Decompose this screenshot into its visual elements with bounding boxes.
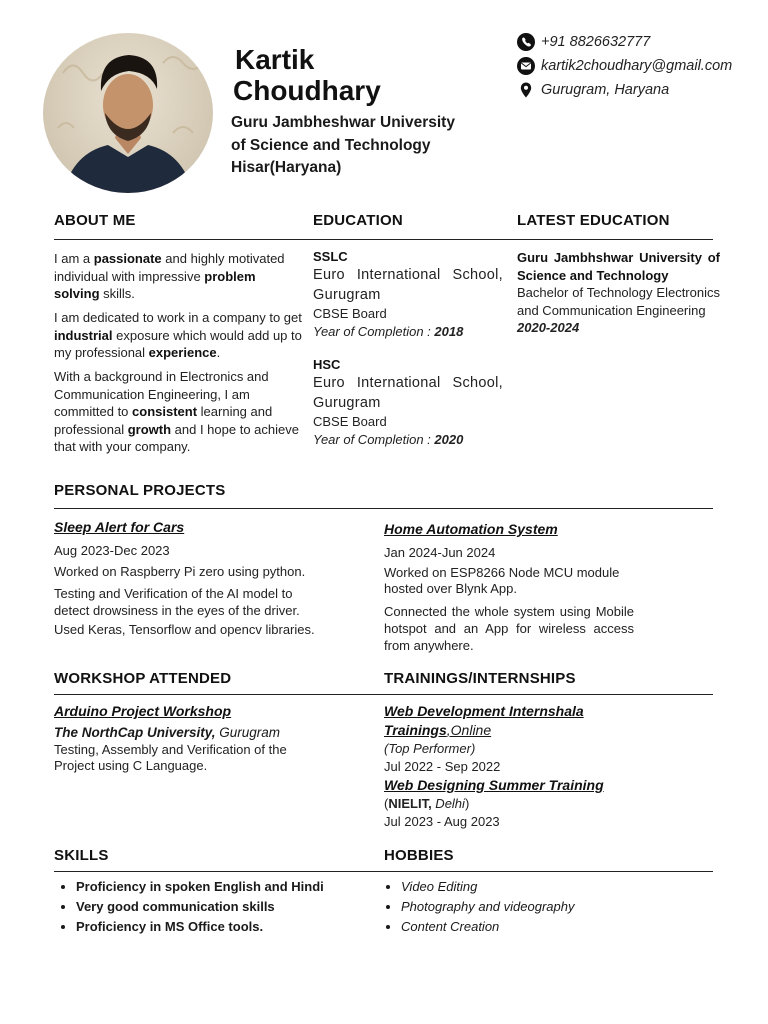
hobbies-heading: HOBBIES	[384, 847, 454, 864]
skill-item: • Proficiency in MS Office tools.	[76, 917, 376, 937]
skill-item: • Proficiency in spoken English and Hindi	[76, 877, 376, 897]
about-paragraph-1: I am a passionate and highly motivated individual with impressive problem solving skills.	[54, 251, 285, 301]
hobby-item: • Photography and videography	[401, 897, 701, 917]
training-1-title-line-1: Web Development Internshala	[384, 703, 584, 719]
skill-item: • Very good communication skills	[76, 897, 376, 917]
education-level: SSLC	[313, 249, 348, 264]
divider-rule	[54, 694, 713, 695]
education-school: Euro International School, Gurugram	[313, 375, 503, 411]
education-entry-sslc	[313, 249, 503, 340]
about-paragraph-3: With a background in Electronics and Communication Engineering, I am committed to consistent learning and professional growth and I hope to achieve that with your company.	[54, 369, 299, 454]
training-1-title-line-2: Trainings,Online	[384, 722, 492, 738]
latest-education-heading: LATEST EDUCATION	[517, 212, 670, 229]
divider-rule	[54, 239, 713, 240]
workshop-org: The NorthCap University, Gurugram	[54, 725, 281, 740]
latest-years: 2020-2024	[517, 320, 580, 335]
workshop-entry	[54, 703, 324, 774]
education-level: HSC	[313, 357, 341, 372]
project-sleep-alert	[54, 519, 329, 636]
phone-number: +91 8826632777	[541, 34, 651, 50]
divider-rule	[54, 508, 713, 509]
education-year: Year of Completion : 2018	[313, 324, 464, 339]
project-title: Home Automation System	[384, 521, 558, 537]
university-line-3: Hisar(Haryana)	[231, 159, 342, 176]
candidate-name	[233, 44, 381, 106]
education-year: Year of Completion : 2020	[313, 432, 464, 447]
project-date: Aug 2023-Dec 2023	[54, 543, 170, 558]
phone-icon	[517, 33, 535, 51]
project-detail: Connected the whole system using Mobile hotspot and an App for wireless access from anywhere.	[384, 604, 634, 653]
hobbies-list	[379, 877, 701, 937]
education-school: Euro International School, Gurugram	[313, 267, 503, 303]
skills-list	[54, 877, 376, 937]
university-line-2: of Science and Technology	[231, 136, 431, 154]
contact-email[interactable]	[517, 57, 732, 75]
training-2-org: (NIELIT, Delhi)	[384, 796, 470, 811]
workshop-description: Testing, Assembly and Verification of the Project using C Language.	[54, 742, 287, 773]
project-detail: Used Keras, Tensorflow and opencv libraries.	[54, 622, 315, 637]
hobby-item: • Video Editing	[401, 877, 701, 897]
project-title: Sleep Alert for Cars	[54, 519, 185, 535]
education-entry-hsc	[313, 357, 503, 448]
contact-phone[interactable]	[517, 33, 650, 51]
university-block	[231, 112, 511, 180]
about-heading: ABOUT ME	[54, 212, 136, 229]
profile-photo	[43, 33, 213, 193]
workshop-title: Arduino Project Workshop	[54, 703, 232, 719]
education-board: CBSE Board	[313, 414, 387, 429]
education-heading: EDUCATION	[313, 212, 403, 229]
project-detail: Testing and Verification of the AI model to detect drowsiness in the eyes of the driver.	[54, 586, 300, 618]
project-home-automation	[384, 521, 634, 654]
training-1-note: (Top Performer)	[384, 741, 476, 756]
skills-heading: SKILLS	[54, 847, 109, 864]
name-last: Choudhary	[233, 75, 381, 106]
education-board: CBSE Board	[313, 306, 387, 321]
about-paragraph-2: I am dedicated to work in a company to get industrial exposure which would add up to my professional experience.	[54, 310, 302, 360]
training-2-title: Web Designing Summer Training	[384, 777, 604, 793]
project-detail: Worked on Raspberry Pi zero using python.	[54, 564, 306, 579]
hobby-item: • Content Creation	[401, 917, 701, 937]
location-pin-icon	[517, 81, 535, 99]
location-text: Gurugram, Haryana	[541, 82, 670, 98]
university-line-1: Guru Jambheshwar University	[231, 114, 455, 131]
email-icon	[517, 57, 535, 75]
project-date: Jan 2024-Jun 2024	[384, 545, 496, 560]
divider-rule	[54, 871, 713, 872]
workshop-heading: WORKSHOP ATTENDED	[54, 670, 232, 687]
training-1-dates: Jul 2022 - Sep 2022	[384, 759, 501, 774]
trainings-entry	[384, 702, 654, 831]
latest-university: Guru Jambhshwar University of Science and Technology	[517, 250, 720, 283]
profile-photo-illustration	[43, 33, 213, 193]
latest-degree: Bachelor of Technology Electronics and Communication Engineering	[517, 285, 720, 318]
latest-education-entry	[517, 249, 720, 337]
email-address: kartik2choudhary@gmail.com	[541, 58, 733, 74]
training-2-dates: Jul 2023 - Aug 2023	[384, 814, 500, 829]
name-first: Kartik	[235, 44, 315, 75]
projects-heading: PERSONAL PROJECTS	[54, 482, 226, 499]
trainings-heading: TRAININGS/INTERNSHIPS	[384, 670, 576, 687]
contact-location	[517, 81, 669, 99]
project-detail: Worked on ESP8266 Node MCU module hosted over Blynk App.	[384, 565, 620, 596]
